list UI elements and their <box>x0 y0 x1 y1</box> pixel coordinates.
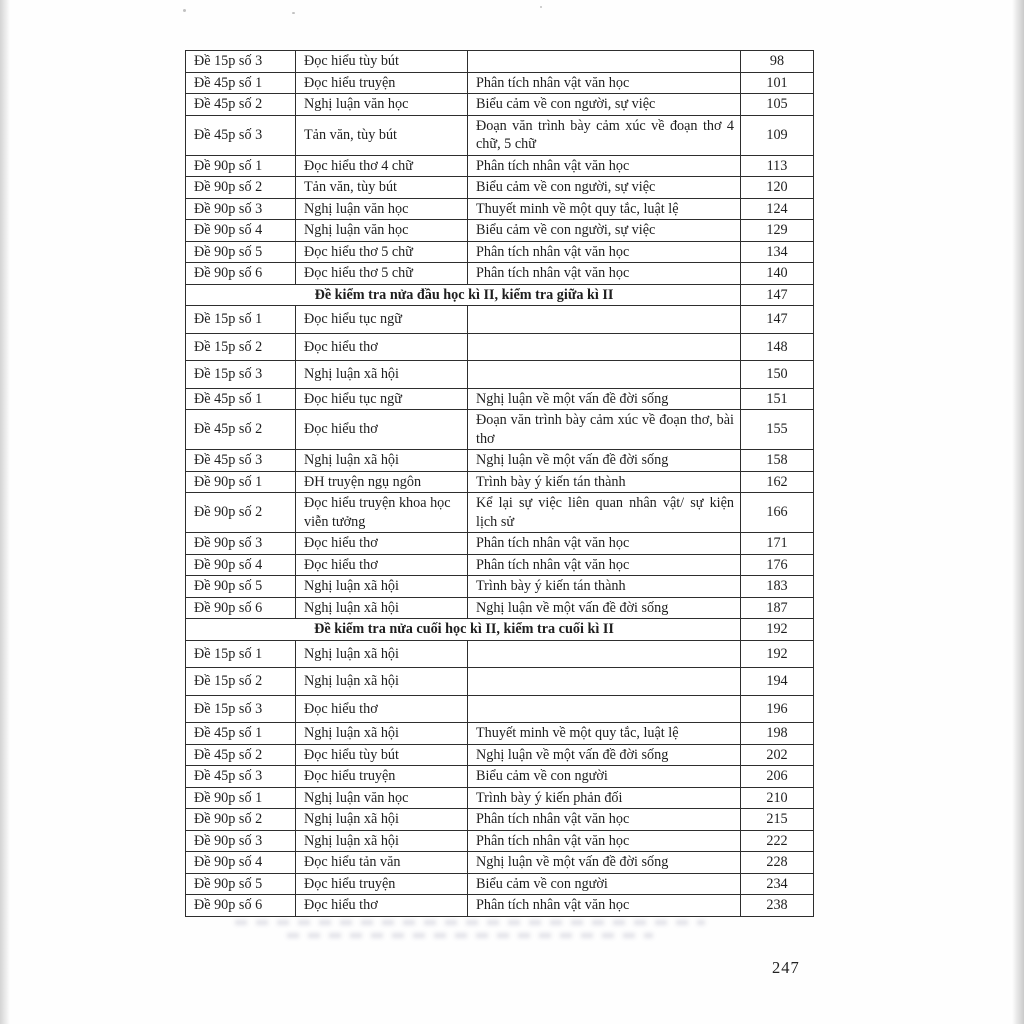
topic-cell: Đọc hiểu thơ <box>296 695 468 723</box>
topic-cell: Đọc hiểu truyện <box>296 766 468 788</box>
table-row <box>186 471 814 493</box>
table-row <box>186 723 814 745</box>
test-cell: Đề 90p số 2 <box>186 493 296 533</box>
table-row <box>186 177 814 199</box>
table-row <box>186 830 814 852</box>
page-cell: 129 <box>741 220 814 242</box>
section-header-row <box>186 619 814 641</box>
test-cell: Đề 15p số 3 <box>186 695 296 723</box>
table-row <box>186 873 814 895</box>
table-row <box>186 493 814 533</box>
skill-cell: Nghị luận về một vấn đề đời sống <box>468 597 741 619</box>
topic-cell: Tản văn, tùy bút <box>296 177 468 199</box>
page-cell: 105 <box>741 94 814 116</box>
topic-cell: Đọc hiểu truyện <box>296 72 468 94</box>
topic-cell: Đọc hiểu thơ <box>296 554 468 576</box>
table-row <box>186 576 814 598</box>
page-cell: 147 <box>741 306 814 334</box>
skill-cell: Nghị luận về một vấn đề đời sống <box>468 450 741 472</box>
table-row <box>186 241 814 263</box>
table-row <box>186 333 814 361</box>
page-cell: 171 <box>741 533 814 555</box>
skill-cell: Phân tích nhân vật văn học <box>468 241 741 263</box>
page-cell: 202 <box>741 744 814 766</box>
test-cell: Đề 45p số 2 <box>186 410 296 450</box>
test-cell: Đề 45p số 2 <box>186 744 296 766</box>
page-cell: 238 <box>741 895 814 917</box>
page-cell: 140 <box>741 263 814 285</box>
skill-cell: Nghị luận về một vấn đề đời sống <box>468 852 741 874</box>
table-row <box>186 306 814 334</box>
table-row <box>186 809 814 831</box>
topic-cell: Tản văn, tùy bút <box>296 115 468 155</box>
test-cell: Đề 15p số 1 <box>186 306 296 334</box>
table-row <box>186 533 814 555</box>
page-cell: 134 <box>741 241 814 263</box>
topic-cell: Nghị luận văn học <box>296 94 468 116</box>
skill-cell: Phân tích nhân vật văn học <box>468 895 741 917</box>
test-cell: Đề 90p số 5 <box>186 873 296 895</box>
page-cell: 150 <box>741 361 814 389</box>
skill-cell <box>468 361 741 389</box>
topic-cell: Nghị luận xã hội <box>296 450 468 472</box>
page-cell: 98 <box>741 51 814 73</box>
test-cell: Đề 45p số 3 <box>186 766 296 788</box>
topic-cell: Nghị luận xã hội <box>296 809 468 831</box>
page-cell: 158 <box>741 450 814 472</box>
test-cell: Đề 45p số 3 <box>186 115 296 155</box>
topic-cell: Đọc hiểu tục ngữ <box>296 388 468 410</box>
test-cell: Đề 15p số 1 <box>186 640 296 668</box>
page-cell: 210 <box>741 787 814 809</box>
table-row <box>186 695 814 723</box>
test-cell: Đề 15p số 3 <box>186 51 296 73</box>
skill-cell <box>468 640 741 668</box>
table-row <box>186 895 814 917</box>
topic-cell: Nghị luận xã hội <box>296 723 468 745</box>
test-cell: Đề 90p số 5 <box>186 241 296 263</box>
skill-cell <box>468 333 741 361</box>
page-cell: 113 <box>741 155 814 177</box>
test-cell: Đề 15p số 2 <box>186 333 296 361</box>
table-row <box>186 263 814 285</box>
page-cell: 101 <box>741 72 814 94</box>
topic-cell: Đọc hiểu thơ <box>296 533 468 555</box>
table-row <box>186 410 814 450</box>
page-cell: 124 <box>741 198 814 220</box>
topic-cell: Đọc hiểu tùy bút <box>296 51 468 73</box>
topic-cell: Đọc hiểu thơ 5 chữ <box>296 241 468 263</box>
test-cell: Đề 90p số 3 <box>186 198 296 220</box>
topic-cell: Nghị luận văn học <box>296 198 468 220</box>
skill-cell: Nghị luận về một vấn đề đời sống <box>468 744 741 766</box>
table-row <box>186 668 814 696</box>
skill-cell: Phân tích nhân vật văn học <box>468 830 741 852</box>
test-cell: Đề 45p số 1 <box>186 72 296 94</box>
section-title: Đề kiểm tra nửa đầu học kì II, kiểm tra giữa kì II <box>186 284 741 306</box>
table-row <box>186 640 814 668</box>
toc-table-body <box>186 51 814 917</box>
table-row <box>186 744 814 766</box>
skill-cell: Biểu cảm về con người <box>468 873 741 895</box>
table-row <box>186 766 814 788</box>
topic-cell: Đọc hiểu tùy bút <box>296 744 468 766</box>
section-header-row <box>186 284 814 306</box>
skill-cell: Đoạn văn trình bày cảm xúc về đoạn thơ 4 chữ, 5 chữ <box>468 115 741 155</box>
page-cell: 215 <box>741 809 814 831</box>
test-cell: Đề 45p số 1 <box>186 723 296 745</box>
test-cell: Đề 90p số 1 <box>186 155 296 177</box>
page-cell: 194 <box>741 668 814 696</box>
test-cell: Đề 15p số 3 <box>186 361 296 389</box>
table-row <box>186 155 814 177</box>
skill-cell: Phân tích nhân vật văn học <box>468 809 741 831</box>
skill-cell: Kể lại sự việc liên quan nhân vật/ sự kiện lịch sử <box>468 493 741 533</box>
showthrough-line <box>287 933 654 938</box>
topic-cell: Nghị luận xã hội <box>296 576 468 598</box>
page-cell: 155 <box>741 410 814 450</box>
skill-cell <box>468 668 741 696</box>
scan-edge-right-artifact <box>1012 0 1024 1024</box>
page-cell: 148 <box>741 333 814 361</box>
table-row <box>186 115 814 155</box>
topic-cell: ĐH truyện ngụ ngôn <box>296 471 468 493</box>
table-row <box>186 597 814 619</box>
skill-cell: Phân tích nhân vật văn học <box>468 155 741 177</box>
skill-cell: Thuyết minh về một quy tắc, luật lệ <box>468 198 741 220</box>
skill-cell: Phân tích nhân vật văn học <box>468 72 741 94</box>
page-cell: 166 <box>741 493 814 533</box>
skill-cell <box>468 51 741 73</box>
page-cell: 151 <box>741 388 814 410</box>
skill-cell: Đoạn văn trình bày cảm xúc về đoạn thơ, bài thơ <box>468 410 741 450</box>
test-cell: Đề 90p số 4 <box>186 554 296 576</box>
page-cell: 228 <box>741 852 814 874</box>
table-row <box>186 220 814 242</box>
page-cell: 176 <box>741 554 814 576</box>
topic-cell: Nghị luận văn học <box>296 787 468 809</box>
skill-cell: Trình bày ý kiến tán thành <box>468 471 741 493</box>
topic-cell: Đọc hiểu thơ 5 chữ <box>296 263 468 285</box>
test-cell: Đề 90p số 6 <box>186 597 296 619</box>
test-cell: Đề 90p số 3 <box>186 830 296 852</box>
skill-cell <box>468 695 741 723</box>
topic-cell: Đọc hiểu tản văn <box>296 852 468 874</box>
test-cell: Đề 90p số 2 <box>186 809 296 831</box>
table-row <box>186 388 814 410</box>
test-cell: Đề 90p số 6 <box>186 895 296 917</box>
topic-cell: Nghị luận văn học <box>296 220 468 242</box>
skill-cell: Thuyết minh về một quy tắc, luật lệ <box>468 723 741 745</box>
table-row <box>186 72 814 94</box>
topic-cell: Đọc hiểu thơ 4 chữ <box>296 155 468 177</box>
skill-cell: Phân tích nhân vật văn học <box>468 263 741 285</box>
test-cell: Đề 90p số 6 <box>186 263 296 285</box>
page-cell: 120 <box>741 177 814 199</box>
page-cell: 196 <box>741 695 814 723</box>
showthrough-line <box>235 920 705 925</box>
scan-speck-artifact <box>183 9 186 12</box>
table-row <box>186 198 814 220</box>
table-row <box>186 94 814 116</box>
test-cell: Đề 45p số 2 <box>186 94 296 116</box>
skill-cell: Phân tích nhân vật văn học <box>468 554 741 576</box>
scan-edge-left-artifact <box>0 0 10 1024</box>
page-cell: 109 <box>741 115 814 155</box>
test-cell: Đề 15p số 2 <box>186 668 296 696</box>
test-cell: Đề 90p số 4 <box>186 220 296 242</box>
skill-cell: Biểu cảm về con người, sự việc <box>468 94 741 116</box>
topic-cell: Nghị luận xã hội <box>296 597 468 619</box>
table-row <box>186 554 814 576</box>
scan-speck-artifact <box>292 12 295 14</box>
skill-cell: Biểu cảm về con người <box>468 766 741 788</box>
test-cell: Đề 90p số 3 <box>186 533 296 555</box>
page-number: 247 <box>772 958 800 977</box>
section-title: Đề kiểm tra nửa cuối học kì II, kiểm tra cuối kì II <box>186 619 741 641</box>
topic-cell: Đọc hiểu thơ <box>296 333 468 361</box>
table-row <box>186 51 814 73</box>
test-cell: Đề 90p số 1 <box>186 787 296 809</box>
skill-cell: Phân tích nhân vật văn học <box>468 533 741 555</box>
skill-cell: Trình bày ý kiến tán thành <box>468 576 741 598</box>
test-cell: Đề 45p số 1 <box>186 388 296 410</box>
test-cell: Đề 90p số 4 <box>186 852 296 874</box>
page-cell: 192 <box>741 640 814 668</box>
toc-table <box>185 50 814 917</box>
page-cell: 187 <box>741 597 814 619</box>
skill-cell: Nghị luận về một vấn đề đời sống <box>468 388 741 410</box>
topic-cell: Nghị luận xã hội <box>296 640 468 668</box>
page-cell: 183 <box>741 576 814 598</box>
topic-cell: Đọc hiểu thơ <box>296 895 468 917</box>
topic-cell: Nghị luận xã hội <box>296 830 468 852</box>
scan-speck-artifact <box>540 6 542 8</box>
topic-cell: Đọc hiểu tục ngữ <box>296 306 468 334</box>
table-row <box>186 361 814 389</box>
page-showthrough-artifact <box>235 920 705 946</box>
topic-cell: Đọc hiểu thơ <box>296 410 468 450</box>
page-cell: 206 <box>741 766 814 788</box>
table-row <box>186 852 814 874</box>
test-cell: Đề 90p số 2 <box>186 177 296 199</box>
skill-cell <box>468 306 741 334</box>
table-row <box>186 787 814 809</box>
topic-cell: Nghị luận xã hội <box>296 361 468 389</box>
page-number-cell: 147 <box>741 284 814 306</box>
page-cell: 222 <box>741 830 814 852</box>
topic-cell: Đọc hiểu truyện <box>296 873 468 895</box>
skill-cell: Trình bày ý kiến phản đối <box>468 787 741 809</box>
table-row <box>186 450 814 472</box>
test-cell: Đề 45p số 3 <box>186 450 296 472</box>
page-cell: 198 <box>741 723 814 745</box>
topic-cell: Đọc hiểu truyện khoa học viễn tưởng <box>296 493 468 533</box>
skill-cell: Biểu cảm về con người, sự việc <box>468 220 741 242</box>
page-number-cell: 192 <box>741 619 814 641</box>
skill-cell: Biểu cảm về con người, sự việc <box>468 177 741 199</box>
page-cell: 234 <box>741 873 814 895</box>
page-cell: 162 <box>741 471 814 493</box>
test-cell: Đề 90p số 5 <box>186 576 296 598</box>
topic-cell: Nghị luận xã hội <box>296 668 468 696</box>
test-cell: Đề 90p số 1 <box>186 471 296 493</box>
